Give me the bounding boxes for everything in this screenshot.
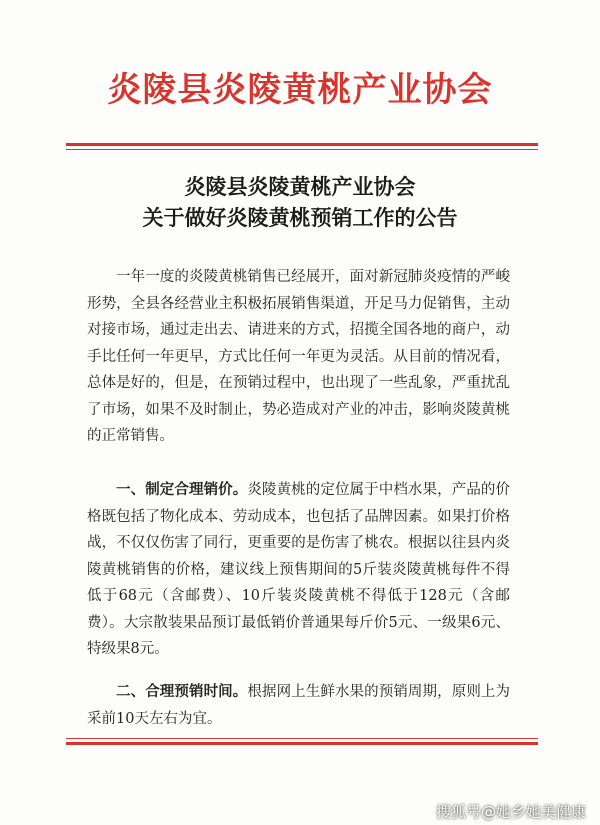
- letterhead-title: 炎陵县炎陵黄桃产业协会: [107, 70, 493, 110]
- section-2-paragraph: [87, 679, 510, 732]
- section-2-body: 根据网上生鲜水果的预销周期，原则上为采前10天左右为宜。: [87, 684, 511, 727]
- document-title-line-2: 关于做好炎陵黄桃预销工作的公告: [142, 205, 458, 230]
- section-1-heading: 一、制定合理销价。: [116, 481, 248, 498]
- footer-rule-thin: [66, 738, 538, 739]
- section-2-heading: 二、合理预销时间。: [116, 683, 248, 700]
- document-title-line-1: 炎陵县炎陵黄桃产业协会: [184, 174, 416, 199]
- section-1-body: 炎陵黄桃的定位属于中档水果，产品的价格既包括了物化成本、劳动成本，也包括了品牌因素。如果打价格战，不仅仅伤害了同行，更重要的是伤害了桃农。根据以往县内炎陵黄桃销售的价格，建议线上预售期间的5斤装炎陵黄桃每件不得低于68元（含邮费）、10斤装炎陵黄桃不得低于128元（含邮费）。大宗散装果品预订最低销价普通果每斤价5元、一级果6元、特级果8元。: [87, 482, 511, 657]
- footer-rule-thick: [66, 742, 538, 745]
- letterhead-rule-thin: [66, 149, 538, 150]
- section-1-paragraph: [87, 477, 510, 663]
- letterhead-rule-thick: [66, 143, 538, 146]
- intro-paragraph: 一年一度的炎陵黄桃销售已经展开，面对新冠肺炎疫情的严峻形势，全县各经营业主积极拓展销售渠道，开足马力促销售，主动对接市场，通过走出去、请进来的方式，招揽全国各地的商户，动手比任何一年更早，方式比任何一年更为灵活。从目前的情况看，总体是好的，但是，在预销过程中，也出现了一些乱象，严重扰乱了市场，如果不及时制止，势必造成对产业的冲击，影响炎陵黄桃的正常销售。: [87, 269, 510, 444]
- source-watermark: 搜狐号@她乡她美健康: [435, 803, 586, 821]
